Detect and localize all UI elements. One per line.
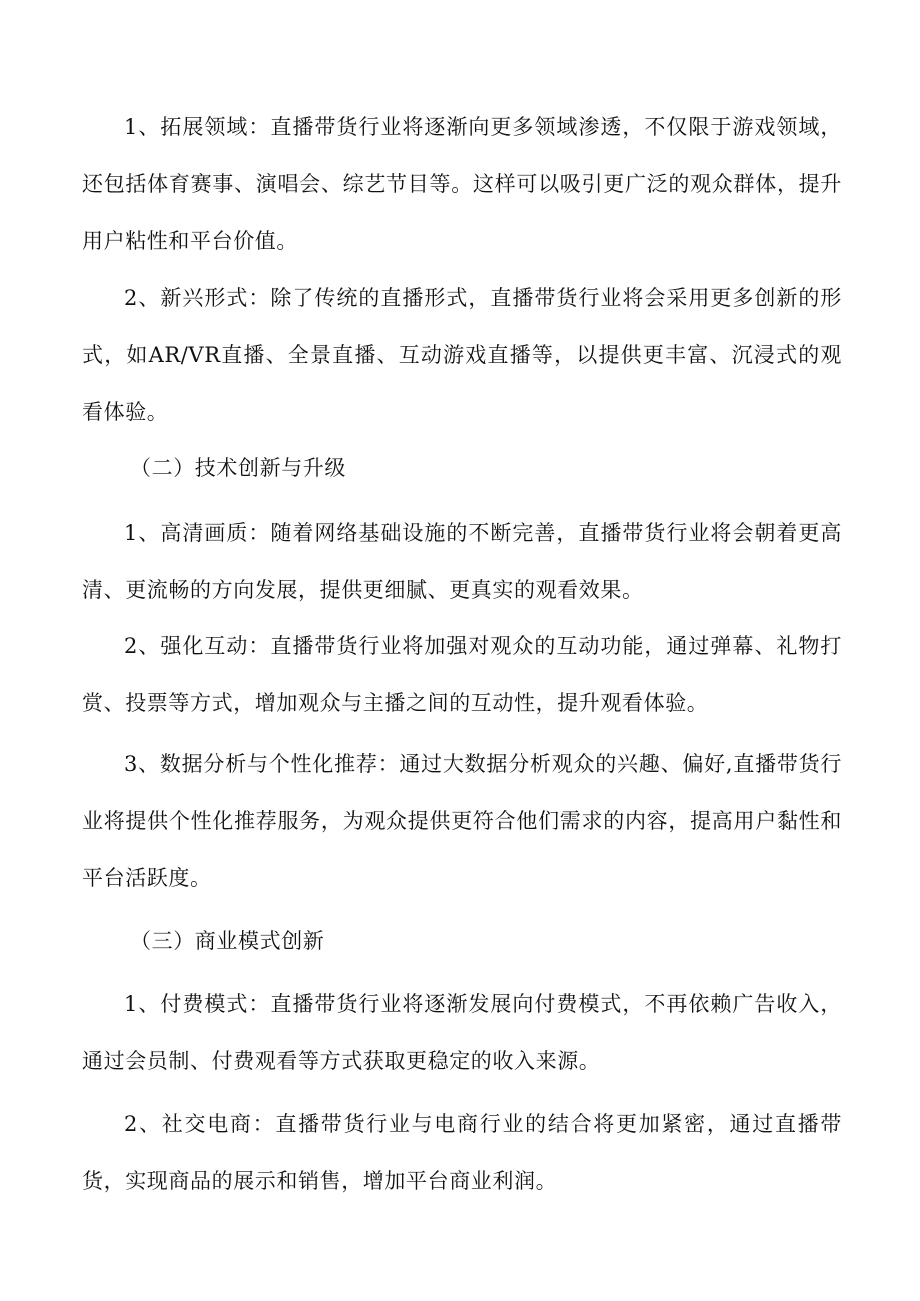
paragraph-data-analysis: 3、数据分析与个性化推荐：通过大数据分析观众的兴趣、偏好,直播带货行业将提供个性化推荐服务，为观众提供更符合他们需求的内容，提高用户黏性和平台活跃度。 [82,752,842,890]
section-heading-business-model: （三）商业模式创新 [130,929,325,953]
paragraph-hd-quality: 1、高清画质：随着网络基础设施的不断完善，直播带货行业将会朝着更高清、更流畅的方向发展，提供更细腻、更真实的观看效果。 [82,521,842,602]
paragraph-expand-fields: 1、拓展领域：直播带货行业将逐渐向更多领域渗透，不仅限于游戏领域，还包括体育赛事、演唱会、综艺节目等。这样可以吸引更广泛的观众群体，提升用户粘性和平台价值。 [82,115,842,253]
paragraph-social-ecommerce: 2、社交电商：直播带货行业与电商行业的结合将更加紧密，通过直播带货，实现商品的展示和销售，增加平台商业利润。 [82,1112,842,1193]
section-heading-tech-innovation: （二）技术创新与升级 [130,456,346,480]
paragraph-new-forms: 2、新兴形式：除了传统的直播形式，直播带货行业将会采用更多创新的形式，如AR/VR直播、全景直播、互动游戏直播等，以提供更丰富、沉浸式的观看体验。 [82,286,842,424]
paragraph-strengthen-interaction: 2、强化互动：直播带货行业将加强对观众的互动功能，通过弹幕、礼物打赏、投票等方式，增加观众与主播之间的互动性，提升观看体验。 [82,634,842,715]
paragraph-paid-model: 1、付费模式：直播带货行业将逐渐发展向付费模式，不再依赖广告收入，通过会员制、付费观看等方式获取更稳定的收入来源。 [82,992,842,1073]
